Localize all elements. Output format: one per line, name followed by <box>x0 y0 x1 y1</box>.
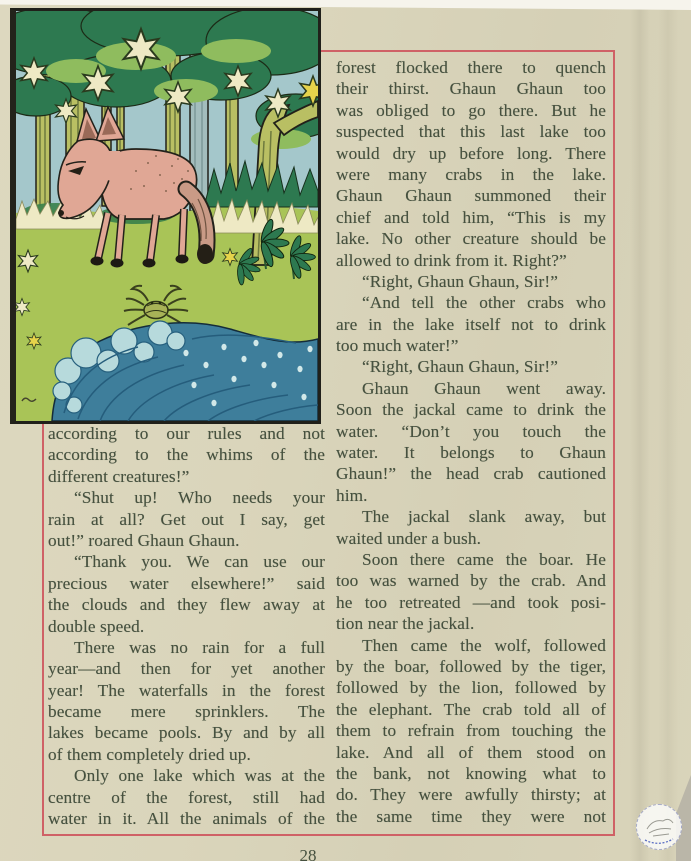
text-line: lakes became pools. By and by all <box>48 723 325 743</box>
text-line: do. They were awfully thirsty; at <box>336 785 606 805</box>
right-text-column <box>336 57 606 827</box>
text-line: centre of the forest, still had <box>48 787 325 807</box>
text-line: according to the whims of the <box>48 445 325 465</box>
text-line: lake. And all of them stood on <box>336 742 606 762</box>
text-line: forest flocked there to quench <box>336 58 606 77</box>
text-line: “And tell the other crabs who <box>362 293 606 313</box>
text-line: lake. No other creature should be <box>336 229 606 249</box>
text-line: chief and told him, “This is my <box>336 207 606 227</box>
text-line: he too retreated —and took posi- <box>336 592 606 612</box>
text-line: Ghaun Ghaun summoned their <box>336 186 606 206</box>
text-line: Soon there came the boar. He <box>362 549 606 569</box>
text-line: Ghaun!” the head crab cautioned <box>336 464 606 484</box>
text-line: followed by the lion, followed by <box>336 678 606 698</box>
text-line: water in it. All the animals of the <box>48 809 325 829</box>
paper-crease <box>658 0 678 861</box>
text-line: rain at all? Get out I say, get <box>48 509 325 529</box>
text-line: the clouds and they flew away at <box>48 595 325 615</box>
text-line: the same time they were not <box>336 806 606 826</box>
text-line: suspected that this last lake too <box>336 122 606 142</box>
text-line: according to our rules and not <box>48 424 325 443</box>
text-line: Ghaun Ghaun went away. <box>362 378 606 398</box>
text-line: The jackal slank away, but <box>362 507 606 527</box>
text-line: would dry up before long. There <box>336 143 606 163</box>
left-text-column <box>48 423 325 829</box>
text-line: waited under a bush. <box>336 528 482 548</box>
text-line: the elephant. The crab told all of <box>336 699 606 719</box>
text-line: “Right, Ghaun Ghaun, Sir!” <box>362 357 559 377</box>
text-line: of them completely dried up. <box>48 744 251 764</box>
text-line: too much water!” <box>336 336 459 356</box>
text-line: him. <box>336 485 368 505</box>
jackal-forest-scene <box>16 11 318 421</box>
stamp-sketch <box>637 805 681 849</box>
story-illustration <box>10 8 321 424</box>
text-line: “Right, Ghaun Ghaun, Sir!” <box>362 271 559 291</box>
page-number: 28 <box>299 846 317 861</box>
watermark-stamp <box>636 804 682 850</box>
text-line: double speed. <box>48 616 145 636</box>
text-line: too was warned by the crab. And <box>336 571 606 591</box>
text-line: them to refrain from touching the <box>336 721 606 741</box>
text-line: There was no rain for a full <box>74 637 325 657</box>
text-line: their thirst. Ghaun Ghaun too <box>336 79 606 99</box>
text-line: year! The waterfalls in the forest <box>48 680 325 700</box>
text-line: became mere sprinklers. The <box>48 702 325 722</box>
text-line: Soon the jackal came to drink the <box>336 400 606 420</box>
text-line: Only one lake which was at the <box>74 766 325 786</box>
text-line: by the boar, followed by the tiger, <box>336 656 606 676</box>
text-line: allowed to drink from it. Right?” <box>336 250 567 270</box>
text-line: were many crabs in the lake. <box>336 164 606 184</box>
paper-crease <box>630 0 650 861</box>
text-line: “Thank you. We can use our <box>74 552 325 572</box>
text-line: year—and then for yet another <box>48 659 325 679</box>
text-line: out!” roared Ghaun Ghaun. <box>48 530 240 550</box>
text-line: different creatures!” <box>48 466 190 486</box>
text-line: are in the lake itself not to drink <box>336 314 606 334</box>
text-line: was obliged to go there. But he <box>336 100 606 120</box>
text-line: water. It belongs to Ghaun <box>336 443 606 463</box>
text-line: “Shut up! Who needs your <box>74 488 325 508</box>
text-line: tion near the jackal. <box>336 614 475 634</box>
text-line: Then came the wolf, followed <box>362 635 606 655</box>
text-line: the bank, not knowing what to <box>336 763 606 783</box>
text-line: water. “Don’t you touch the <box>336 421 606 441</box>
text-line: precious water elsewhere!” said <box>48 573 325 593</box>
